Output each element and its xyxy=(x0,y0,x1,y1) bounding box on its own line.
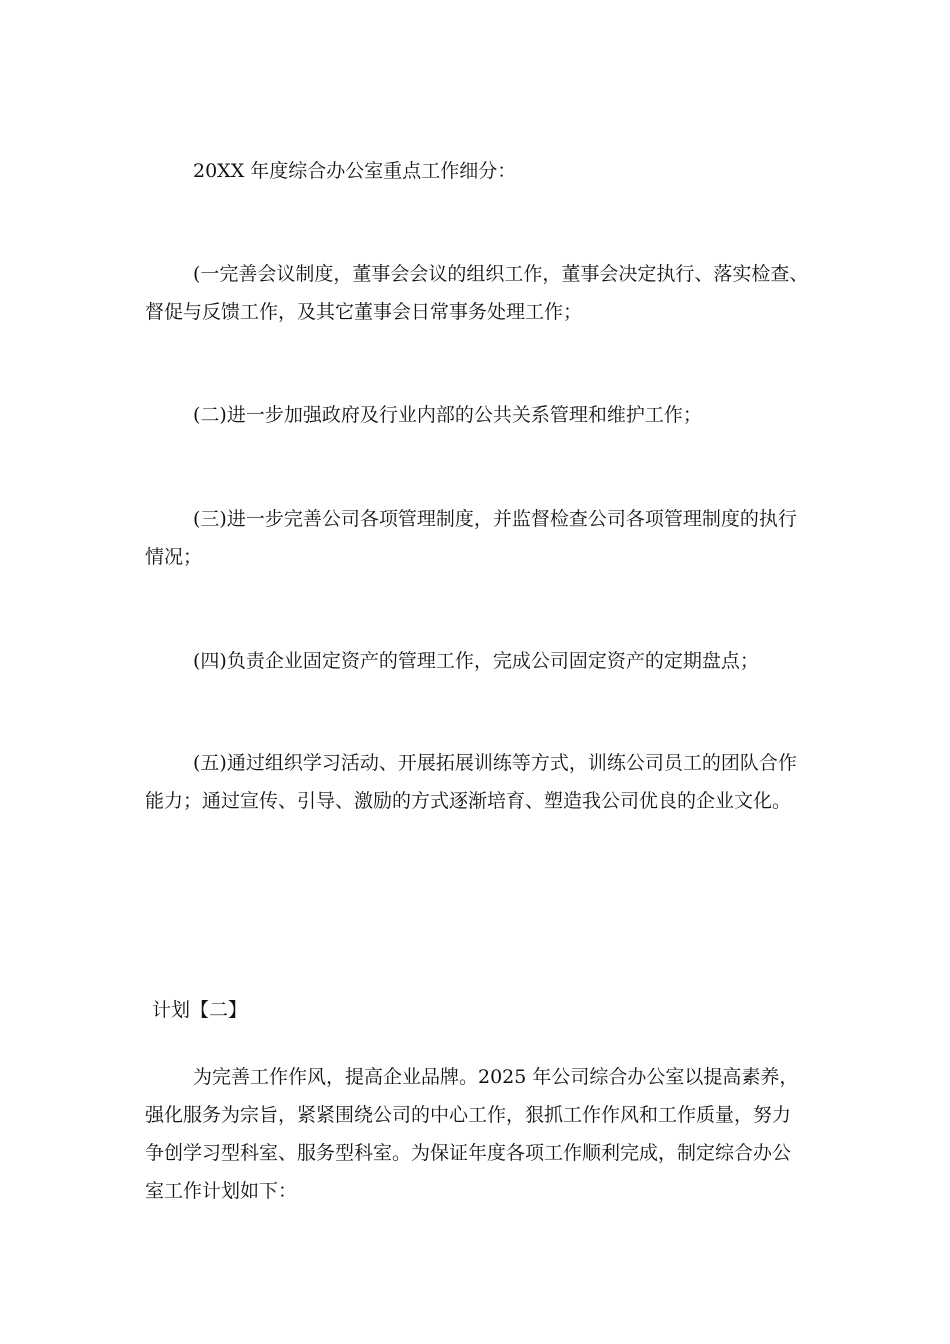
section-2-line-1: 为完善工作作风，提高企业品牌。2025 年公司综合办公室以提高素养， xyxy=(193,1066,799,1088)
item-5-line-1: (五)通过组织学习活动、开展拓展训练等方式，训练公司员工的团队合作 xyxy=(193,752,797,774)
intro-title: 20XX 年度综合办公室重点工作细分： xyxy=(193,160,517,182)
item-3-line-2: 情况； xyxy=(145,546,203,568)
section-2-heading: 计划【二】 xyxy=(152,999,248,1021)
section-2-line-2: 强化服务为宗旨，紧紧围绕公司的中心工作，狠抓工作作风和工作质量，努力 xyxy=(145,1104,792,1126)
item-4-line-1: (四)负责企业固定资产的管理工作，完成公司固定资产的定期盘点； xyxy=(193,650,759,672)
item-5-line-2: 能力；通过宣传、引导、激励的方式逐渐培育、塑造我公司优良的企业文化。 xyxy=(145,790,792,812)
item-2-line-1: (二)进一步加强政府及行业内部的公共关系管理和维护工作； xyxy=(193,404,702,426)
item-3-line-1: (三)进一步完善公司各项管理制度，并监督检查公司各项管理制度的执行 xyxy=(193,508,797,530)
item-1-line-1: (一完善会议制度，董事会会议的组织工作，董事会决定执行、落实检查、 xyxy=(193,263,809,285)
item-1-line-2: 督促与反馈工作，及其它董事会日常事务处理工作； xyxy=(145,301,583,323)
section-2-line-3: 争创学习型科室、服务型科室。为保证年度各项工作顺利完成，制定综合办公 xyxy=(145,1142,792,1164)
section-2-line-4: 室工作计划如下： xyxy=(145,1180,298,1202)
